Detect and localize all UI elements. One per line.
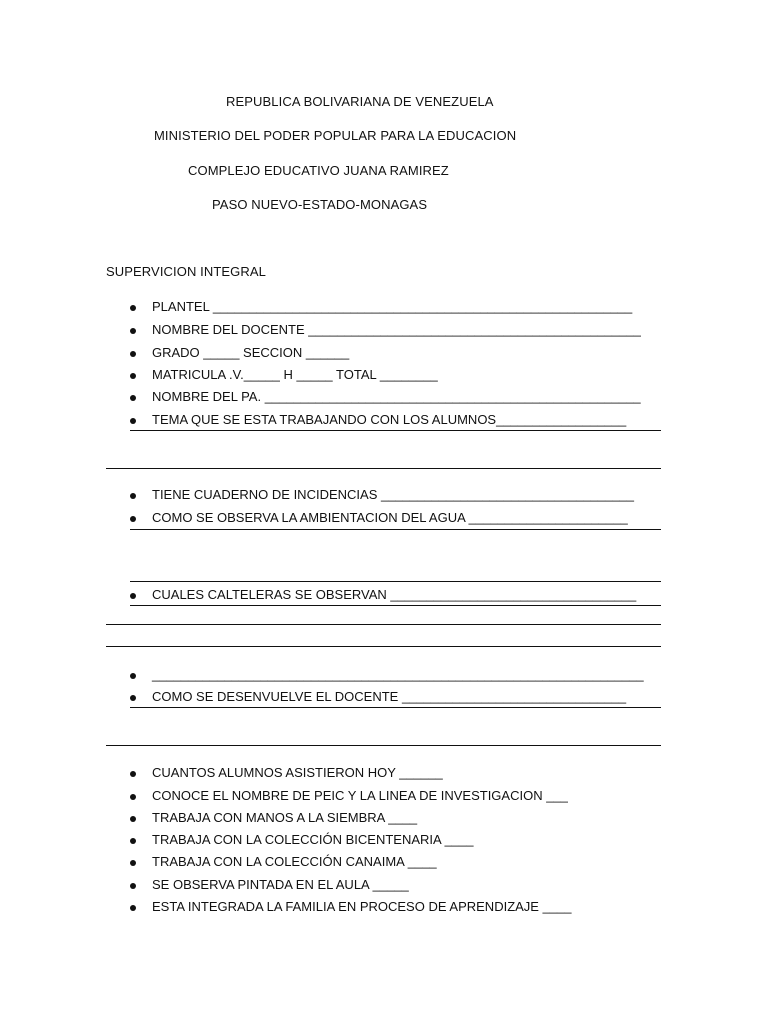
bullet-icon (130, 883, 136, 889)
field-matricula[interactable]: MATRICULA .V._____ H _____ TOTAL ________ (152, 367, 438, 382)
field-desenvuelve-docente[interactable]: COMO SE DESENVUELVE EL DOCENTE _______________________________ (152, 689, 627, 704)
bullet-icon (130, 373, 136, 379)
answer-line[interactable] (106, 624, 661, 625)
answer-line[interactable] (106, 646, 661, 647)
answer-line[interactable] (130, 430, 661, 431)
field-blank[interactable]: ____________________________________________________________________ (152, 667, 644, 682)
field-tema[interactable]: TEMA QUE SE ESTA TRABAJANDO CON LOS ALUMNOS__________________ (152, 412, 627, 427)
answer-line[interactable] (106, 468, 661, 469)
header-ministry: MINISTERIO DEL PODER POPULAR PARA LA EDUCACION (154, 128, 517, 143)
bullet-icon (130, 395, 136, 401)
bullet-icon (130, 794, 136, 800)
field-nombre-pa[interactable]: NOMBRE DEL PA. ____________________________________________________ (152, 389, 641, 404)
bullet-icon (130, 905, 136, 911)
field-peic[interactable]: CONOCE EL NOMBRE DE PEIC Y LA LINEA DE INVESTIGACION ___ (152, 788, 568, 803)
header-school: COMPLEJO EDUCATIVO JUANA RAMIREZ (188, 163, 449, 178)
field-alumnos-asistieron[interactable]: CUANTOS ALUMNOS ASISTIERON HOY ______ (152, 765, 443, 780)
bullet-icon (130, 351, 136, 357)
bullet-icon (130, 418, 136, 424)
field-carteleras[interactable]: CUALES CALTELERAS SE OBSERVAN __________________________________ (152, 587, 637, 602)
field-coleccion-canaima[interactable]: TRABAJA CON LA COLECCIÓN CANAIMA ____ (152, 854, 437, 869)
bullet-icon (130, 328, 136, 334)
field-coleccion-bicentenaria[interactable]: TRABAJA CON LA COLECCIÓN BICENTENARIA ____ (152, 832, 474, 847)
field-ambientacion-agua[interactable]: COMO SE OBSERVA LA AMBIENTACION DEL AGUA ______________________ (152, 510, 628, 525)
bullet-icon (130, 860, 136, 866)
field-manos-siembra[interactable]: TRABAJA CON MANOS A LA SIEMBRA ____ (152, 810, 418, 825)
answer-line[interactable] (106, 745, 661, 746)
answer-line[interactable] (130, 707, 661, 708)
bullet-icon (130, 593, 136, 599)
answer-line[interactable] (130, 605, 661, 606)
bullet-icon (130, 838, 136, 844)
answer-line[interactable] (130, 581, 661, 582)
field-plantel[interactable]: PLANTEL __________________________________________________________ (152, 299, 633, 314)
bullet-icon (130, 516, 136, 522)
field-cuaderno-incidencias[interactable]: TIENE CUADERNO DE INCIDENCIAS ___________________________________ (152, 487, 635, 502)
header-location: PASO NUEVO-ESTADO-MONAGAS (212, 197, 428, 212)
bullet-icon (130, 305, 136, 311)
bullet-icon (130, 493, 136, 499)
bullet-icon (130, 816, 136, 822)
bullet-icon (130, 673, 136, 679)
bullet-icon (130, 695, 136, 701)
field-nombre-docente[interactable]: NOMBRE DEL DOCENTE ______________________________________________ (152, 322, 641, 337)
section-title: SUPERVICION INTEGRAL (106, 264, 266, 279)
field-pintada-aula[interactable]: SE OBSERVA PINTADA EN EL AULA _____ (152, 877, 409, 892)
field-familia-integrada[interactable]: ESTA INTEGRADA LA FAMILIA EN PROCESO DE APRENDIZAJE ____ (152, 899, 572, 914)
bullet-icon (130, 771, 136, 777)
answer-line[interactable] (130, 529, 661, 530)
field-grado-seccion[interactable]: GRADO _____ SECCION ______ (152, 345, 350, 360)
header-country: REPUBLICA BOLIVARIANA DE VENEZUELA (226, 94, 494, 109)
